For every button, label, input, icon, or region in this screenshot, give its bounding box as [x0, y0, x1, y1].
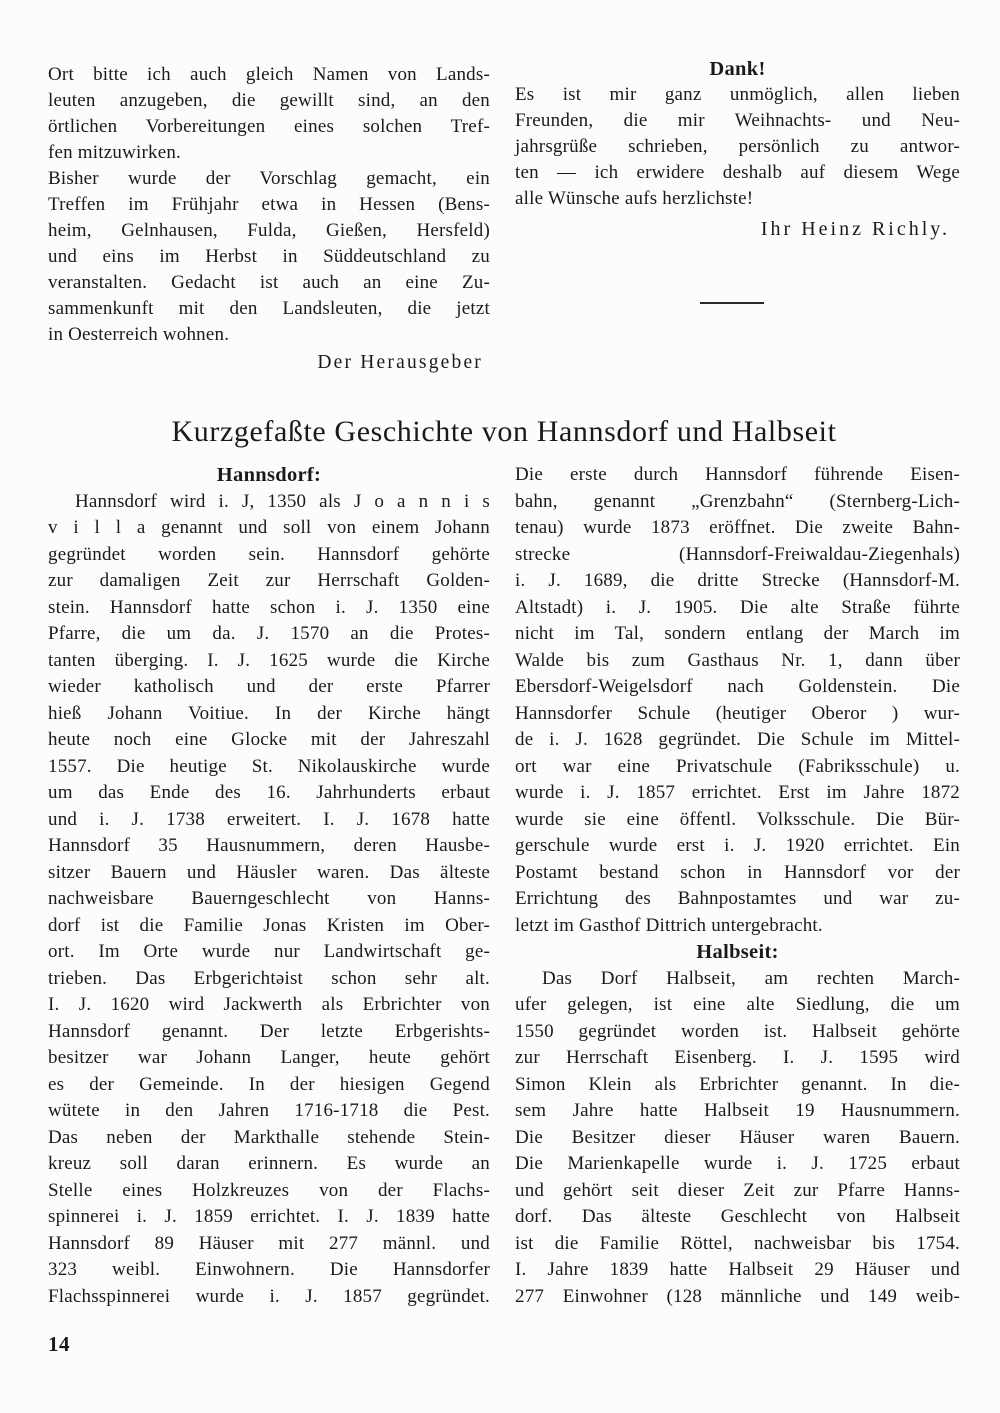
text-line: Ebersdorf-Weigelsdorf nach Goldenstein. Die	[515, 676, 960, 697]
text-line: alle Wünsche aufs herzlichste!	[515, 188, 754, 209]
text-line: Errichtung des Bahnpostamtes und war zu-	[515, 888, 960, 909]
text-line: wieder katholisch und der erste Pfarrer	[48, 676, 490, 697]
top-right-column	[515, 56, 960, 376]
text-line: stein. Hannsdorf hatte schon i. J. 1350 eine	[48, 596, 490, 618]
text-line: I. J. 1620 wird Jackwerth als Erbrichter von	[48, 994, 490, 1015]
text-line: und i. J. 1738 erweitert. I. J. 1678 hatte	[48, 808, 490, 830]
text-line: Treffen im Frühjahr etwa in Hessen (Bens-	[48, 194, 490, 215]
text-line: örtlichen Vorbereitungen eines solchen Tref-	[48, 116, 490, 137]
dank-paragraph	[515, 82, 960, 212]
text-line: kreuz soll daran erinnern. Es wurde an	[48, 1153, 490, 1174]
text-line: bahn, genannt „Grenzbahn“ (Sternberg-Lich-	[515, 490, 960, 512]
text-line: Simon Klein als Erbrichter genannt. In die-	[515, 1073, 960, 1095]
text-line: Die Besitzer dieser Häuser waren Bauern.	[515, 1126, 960, 1148]
text-line: Hannsdorfer Schule (heutiger Oberor ) wur-	[515, 702, 960, 724]
text-line: nachweisbare Bauerngeschlecht von Hanns-	[48, 888, 490, 909]
top-section	[48, 56, 960, 376]
section-divider-rule	[700, 302, 764, 304]
text-line: i. J. 1689, die dritte Strecke (Hannsdorf-M.	[515, 570, 960, 591]
text-line: jahrsgrüße schrieben, persönlich zu antwor-	[515, 136, 960, 157]
article-left-column	[48, 462, 490, 1310]
article-title: Kurzgefaßte Geschichte von Hannsdorf und Halbseit	[171, 415, 837, 448]
text-line: dorf. Das älteste Geschlecht von Halbseit	[515, 1206, 960, 1227]
text-line: 1557. Die heutige St. Nikolauskirche wurde	[48, 755, 490, 777]
text-line: I. Jahre 1839 hatte Halbseit 29 Häuser und	[515, 1259, 960, 1280]
text-line: spinnerei i. J. 1859 errichtet. I. J. 1839 hatte	[48, 1206, 490, 1227]
text-line: heim, Gelnhausen, Fulda, Gießen, Hersfeld)	[48, 220, 490, 241]
text-line: 277 Einwohner (128 männliche und 149 weib-	[515, 1285, 960, 1307]
text-line: Hannsdorf 89 Häuser mit 277 männl. und	[48, 1232, 490, 1254]
text-line: in Oesterreich wohnen.	[48, 324, 230, 345]
text-line: strecke (Hannsdorf-Freiwaldau-Ziegenhals)	[515, 543, 960, 565]
text-line: Es ist mir ganz unmöglich, allen lieben	[515, 84, 960, 105]
editor-byline: Der Herausgeber	[317, 352, 483, 373]
text-line: Bisher wurde der Vorschlag gemacht, ein	[48, 168, 490, 189]
text-line: tanten überging. I. J. 1625 wurde die Kirche	[48, 649, 490, 671]
text-line: Die Marienkapelle wurde i. J. 1725 erbaut	[515, 1153, 960, 1174]
text-line: hieß Johann Voitiue. In der Kirche hängt	[48, 702, 490, 724]
text-line: leuten anzugeben, die gewillt sind, an den	[48, 90, 490, 111]
top-left-column	[48, 56, 490, 376]
text-line: ort war eine Privatschule (Fabriksschule) u.	[515, 755, 960, 777]
text-line: wurde sie eine öffentl. Volksschule. Die Bür-	[515, 808, 960, 830]
text-line: fen mitzuwirken.	[48, 142, 181, 163]
text-line: Ort bitte ich auch gleich Namen von Lands-	[48, 64, 490, 85]
halbseit-heading: Halbseit:	[696, 941, 779, 963]
text-line: Hannsdorf 35 Hausnummern, deren Hausbe-	[48, 835, 490, 856]
text-line: Das Dorf Halbseit, am rechten March-	[542, 967, 960, 989]
text-line: de i. J. 1628 gegründet. Die Schule im Mittel-	[515, 729, 960, 750]
text-line: um das Ende des 16. Jahrhunderts erbaut	[48, 782, 490, 803]
hannsdorf-paragraph	[48, 489, 490, 1311]
text-line: nicht im Tal, sondern entlang der March im	[515, 623, 960, 644]
text-line: letzt im Gasthof Dittrich untergebracht.	[515, 914, 823, 936]
text-line: zur Herrschaft Eisenberg. I. J. 1595 wird	[515, 1047, 960, 1068]
hannsdorf-heading: Hannsdorf:	[216, 464, 322, 486]
page-content	[48, 0, 960, 1310]
text-line: ort. Im Orte wurde nur Landwirtschaft ge-	[48, 941, 490, 962]
text-line: tenau) wurde 1873 eröffnet. Die zweite Bahn-	[515, 517, 960, 538]
text-line: sitzer Bauern und Häusler waren. Das älteste	[48, 861, 490, 883]
page-number: 14	[48, 1332, 70, 1356]
text-line: besitzer war Johann Langer, heute gehört	[48, 1047, 490, 1068]
text-line: wütete in den Jahren 1716-1718 die Pest.	[48, 1100, 490, 1121]
text-line: und gehört seit dieser Zeit zur Pfarre Hanns-	[515, 1179, 960, 1201]
text-line: ist die Familie Röttel, nachweisbar bis 1754.	[515, 1232, 960, 1254]
text-line: Hannsdorf wird i. J, 1350 als J o a n n i s	[75, 490, 490, 512]
top-left-paragraph-1	[48, 62, 490, 166]
text-line: und eins im Herbst in Süddeutschland zu	[48, 246, 490, 267]
halbseit-paragraph	[515, 966, 960, 1311]
text-line: ufer gelegen, ist eine alte Siedlung, die um	[515, 994, 960, 1015]
text-line: dorf ist die Familie Jonas Kristen im Ober-	[48, 914, 490, 936]
text-line: Postamt bestand schon in Hannsdorf vor der	[515, 861, 960, 883]
text-line: sammenkunft mit den Landsleuten, die jetzt	[48, 298, 490, 319]
text-line: Flachsspinnerei wurde i. J. 1857 gegründet.	[48, 1285, 490, 1307]
text-line: Altstadt) i. J. 1905. Die alte Straße führte	[515, 596, 960, 618]
text-line: Pfarre, die um da. J. 1570 an die Protes-	[48, 623, 490, 644]
top-left-paragraph-2	[48, 166, 490, 348]
text-line: gerschule wurde erst i. J. 1920 errichtet. Ein	[515, 835, 960, 856]
text-line: Stelle eines Holzkreuzes von der Flachs-	[48, 1179, 490, 1201]
dank-heading: Dank!	[709, 58, 766, 80]
text-line: Hannsdorf genannt. Der letzte Erbgerishts-	[48, 1020, 490, 1042]
text-line: wurde i. J. 1857 errichtet. Erst im Jahre 1872	[515, 782, 960, 803]
text-line: Freunden, die mir Weihnachts- und Neu-	[515, 110, 960, 131]
article-body	[48, 462, 960, 1310]
text-line: Walde bis zum Gasthaus Nr. 1, dann über	[515, 649, 960, 671]
article-right-column	[515, 462, 960, 1310]
text-line: Die erste durch Hannsdorf führende Eisen-	[515, 464, 960, 485]
text-line: Das neben der Markthalle stehende Stein-	[48, 1126, 490, 1148]
text-line: es der Gemeinde. In der hiesigen Gegend	[48, 1073, 490, 1095]
text-line: veranstalten. Gedacht ist auch an eine Zu-	[48, 272, 490, 293]
text-line: 1550 gegründet worden ist. Halbseit gehörte	[515, 1020, 960, 1042]
right-column-paragraph-1	[515, 462, 960, 939]
text-line: sem Jahre hatte Halbseit 19 Hausnummern.	[515, 1100, 960, 1121]
text-line: trieben. Das Erbgerichtəist schon sehr alt.	[48, 967, 490, 989]
text-line: heute noch eine Glocke mit der Jahreszahl	[48, 729, 490, 750]
text-line: zur damaligen Zeit zur Herrschaft Golden-	[48, 570, 490, 591]
text-line: gegründet worden sein. Hannsdorf gehörte	[48, 543, 490, 565]
text-line: 323 weibl. Einwohnern. Die Hannsdorfer	[48, 1259, 490, 1280]
text-line: ten — ich erwidere deshalb auf diesem Wege	[515, 162, 960, 183]
signature-heinz-richly: Ihr Heinz Richly.	[760, 218, 950, 240]
text-line: v i l l a genannt und soll von einem Johann	[48, 517, 490, 538]
